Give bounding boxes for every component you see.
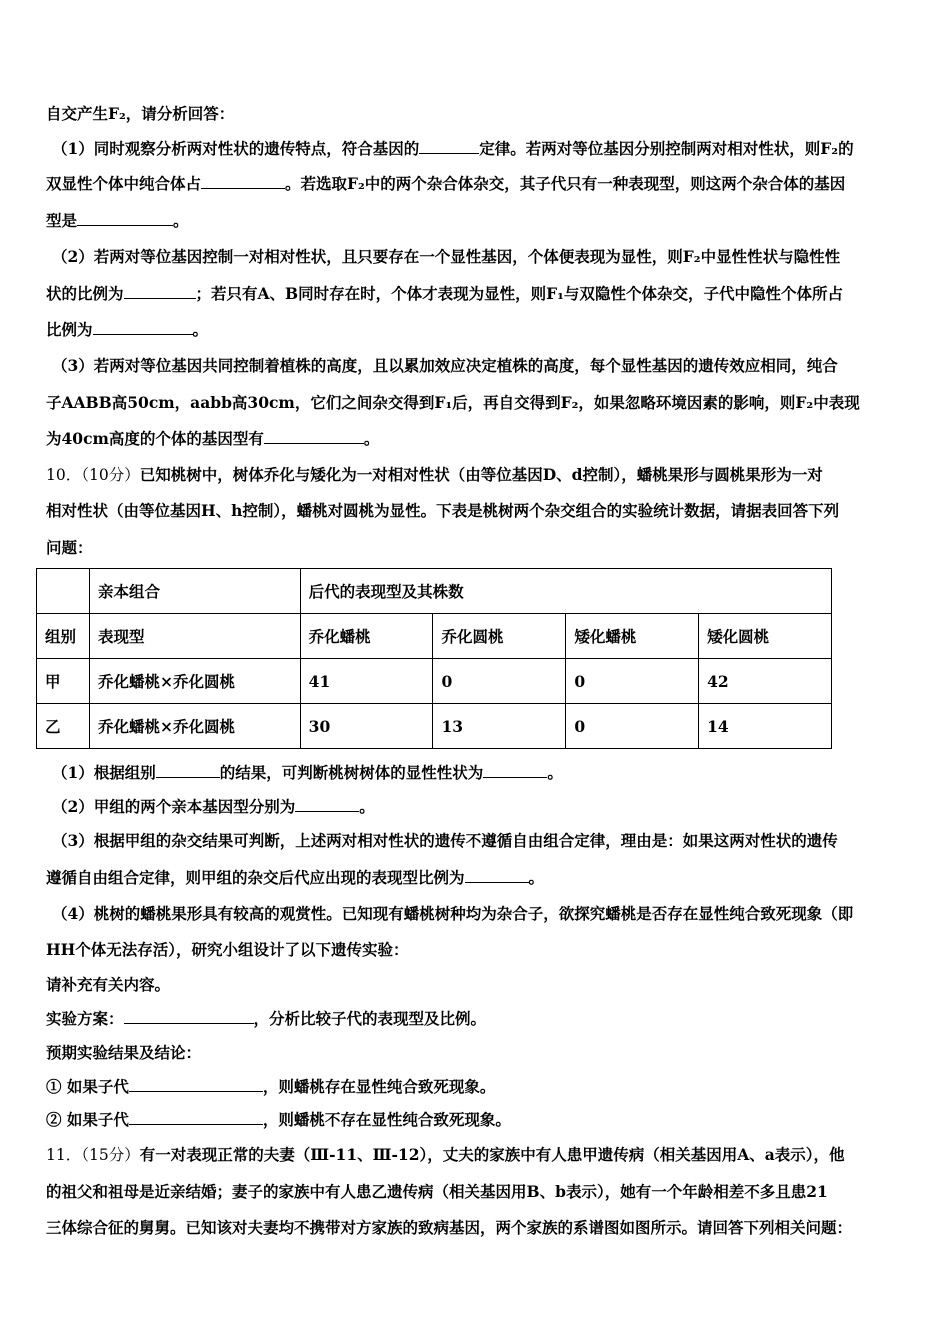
- answer-blank[interactable]: [77, 211, 173, 226]
- answer-blank[interactable]: [124, 284, 196, 299]
- q11-line2: 的祖父和祖母是近亲结婚；妻子的家族中有人患乙遗传病（相关基因用B、b表示），她有一个年龄相差不多且患21: [46, 1182, 828, 1201]
- q9-part2-line2: 状的比例为 ；若只有A、B同时存在时，个体才表现为显性，则F₁与双隐性个体杂交，子代中隐性个体所占: [46, 284, 843, 303]
- table-header-row: [37, 569, 832, 614]
- q10-sub4-result1: ① 如果子代 ，则蟠桃存在显性纯合致死现象。: [46, 1077, 496, 1096]
- hybrid-data-table: [36, 568, 832, 749]
- table-cell: 甲: [37, 659, 90, 704]
- table-cell: 41: [300, 659, 433, 704]
- header-cell: 后代的表现型及其株数: [300, 569, 831, 614]
- table-cell: 0: [433, 659, 566, 704]
- q10-sub4-plan: 实验方案： ，分析比较子代的表现型及比例。: [46, 1009, 487, 1028]
- table-cell: 14: [699, 704, 832, 749]
- q10-sub1-line: （1）根据组别 的结果，可判断桃树树体的显性性状为 。: [52, 763, 563, 782]
- q9-part3-line1: （3）若两对等位基因共同控制着植株的高度，且以累加效应决定植株的高度，每个显性基因的遗传效应相同，纯合: [52, 356, 838, 375]
- q9-part1-line3: 型是 。: [46, 211, 189, 230]
- q10-sub4-result2: ② 如果子代 ，则蟠桃不存在显性纯合致死现象。: [46, 1110, 511, 1129]
- empty-cell: [37, 569, 90, 614]
- q10-line1: 10．（10分）已知桃树中，树体乔化与矮化为一对相对性状（由等位基因D、d控制），蟠桃果形与圆桃果形为一对: [46, 465, 823, 484]
- answer-blank[interactable]: [156, 763, 220, 778]
- answer-blank[interactable]: [93, 320, 193, 335]
- table-cell: 乔化蟠桃×乔化圆桃: [89, 659, 300, 704]
- q9-part1-line1: （1）同时观察分析两对性状的遗传特点，符合基因的 定律。若两对等位基因分别控制两对相对性状，则F₂的: [52, 139, 854, 158]
- answer-blank[interactable]: [129, 1110, 263, 1125]
- table-row: [37, 659, 832, 704]
- intro-line: 自交产生F₂，请分析回答：: [46, 104, 235, 123]
- q10-sub3-line2: 遵循自由组合定律，则甲组的杂交后代应出现的表现型比例为 。: [46, 868, 545, 887]
- header-cell: 乔化蟠桃: [300, 614, 433, 659]
- header-cell: 矮化蟠桃: [566, 614, 699, 659]
- answer-blank[interactable]: [201, 174, 285, 189]
- q10-sub4-line2: HH个体无法存活），研究小组设计了以下遗传实验：: [46, 940, 409, 959]
- answer-blank[interactable]: [264, 429, 364, 444]
- table-cell: 0: [566, 659, 699, 704]
- table-cell: 42: [699, 659, 832, 704]
- q10-sub4-line1: （4）桃树的蟠桃果形具有较高的观赏性。已知现有蟠桃树种均为杂合子，欲探究蟠桃是否存在显性纯合致死现象（即: [52, 904, 854, 923]
- q9-part3-line3: 为40cm高度的个体的基因型有 。: [46, 429, 380, 448]
- answer-blank[interactable]: [483, 763, 547, 778]
- table-cell: 13: [433, 704, 566, 749]
- table-cell: 0: [566, 704, 699, 749]
- question-score: （15分）: [81, 1146, 140, 1164]
- q10-line2: 相对性状（由等位基因H、h控制），蟠桃对圆桃为显性。下表是桃树两个杂交组合的实验统计数据，请据表回答下列: [46, 501, 840, 520]
- header-cell: 组别: [37, 614, 90, 659]
- header-cell: 矮化圆桃: [699, 614, 832, 659]
- q10-sub4-expect: 预期实验结果及结论：: [46, 1043, 202, 1062]
- q9-part1-line2: 双显性个体中纯合体占 。若选取F₂中的两个杂合体杂交，其子代只有一种表现型，则这两个杂合体的基因: [46, 174, 846, 193]
- table-cell: 乔化蟠桃×乔化圆桃: [89, 704, 300, 749]
- table-cell: 乙: [37, 704, 90, 749]
- q9-part3-line2: 子AABB高50cm，aabb高30cm，它们之间杂交得到F₁后，再自交得到F₂，如果忽略环境因素的影响，则F₂中表现: [46, 393, 860, 412]
- answer-blank[interactable]: [129, 1077, 263, 1092]
- header-cell: 乔化圆桃: [433, 614, 566, 659]
- question-number: 10．: [46, 466, 82, 484]
- table-row: [37, 704, 832, 749]
- question-number: 11．: [46, 1146, 82, 1164]
- question-score: （10分）: [81, 466, 140, 484]
- header-cell: 亲本组合: [89, 569, 300, 614]
- answer-blank[interactable]: [465, 868, 529, 883]
- q10-sub2-line: （2）甲组的两个亲本基因型分别为 。: [52, 797, 375, 816]
- answer-blank[interactable]: [295, 797, 359, 812]
- q10-line3: 问题：: [46, 538, 93, 557]
- q11-line1: 11．（15分）有一对表现正常的夫妻（Ⅲ-11、Ⅲ-12），丈夫的家族中有人患甲遗传病（相关基因用A、a表示），他: [46, 1145, 845, 1164]
- table-header-row: [37, 614, 832, 659]
- answer-blank[interactable]: [419, 139, 479, 154]
- q10-sub3-line1: （3）根据甲组的杂交结果可判断，上述两对相对性状的遗传不遵循自由组合定律，理由是：如果这两对性状的遗传: [52, 831, 838, 850]
- table-cell: 30: [300, 704, 433, 749]
- q11-line3: 三体综合征的舅舅。已知该对夫妻均不携带对方家族的致病基因，两个家族的系谱图如图所示。请回答下列相关问题：: [46, 1218, 853, 1237]
- answer-blank[interactable]: [124, 1009, 254, 1024]
- q9-part2-line3: 比例为 。: [46, 320, 209, 339]
- q10-sub4-line3: 请补充有关内容。: [46, 975, 171, 994]
- q9-part2-line1: （2）若两对等位基因控制一对相对性状，且只要存在一个显性基因，个体便表现为显性，则F₂中显性性状与隐性性: [52, 247, 841, 266]
- header-cell: 表现型: [89, 614, 300, 659]
